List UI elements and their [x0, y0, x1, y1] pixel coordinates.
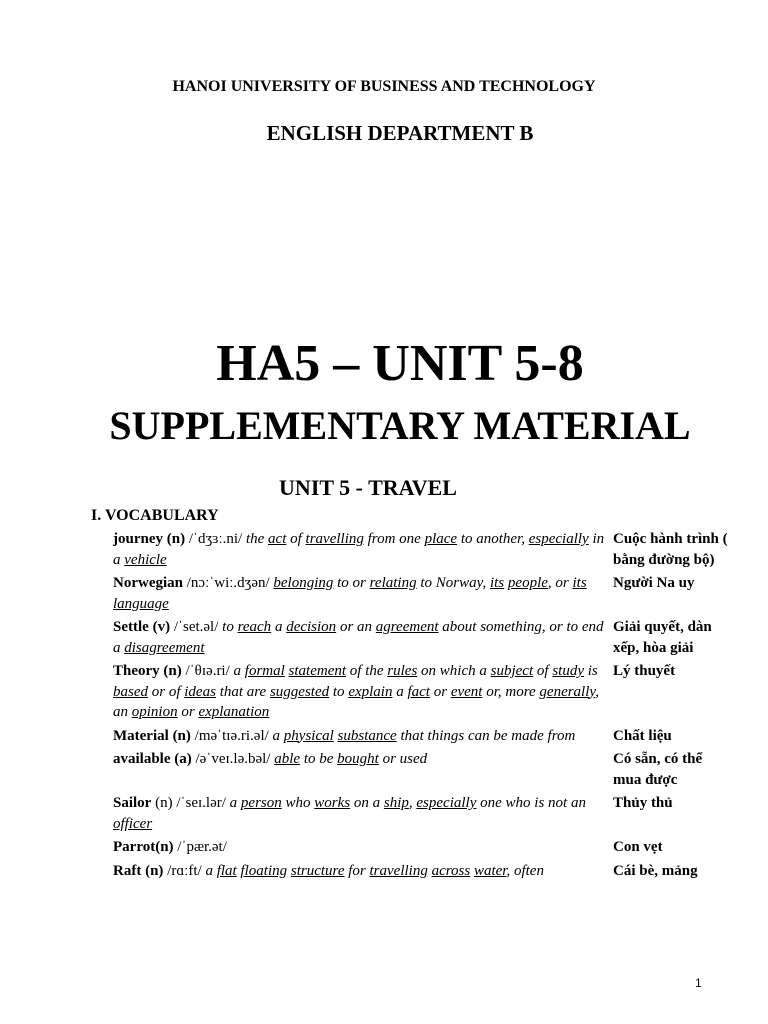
vocab-part-of-speech: (v): [148, 619, 171, 635]
underlined-word: ideas: [184, 683, 216, 700]
underlined-word: especially: [528, 531, 589, 547]
meaning-text: , or: [547, 575, 573, 591]
meaning-text: or used: [378, 751, 428, 767]
vocab-translation: Lý thuyết: [613, 663, 676, 679]
underlined-word: formal: [244, 663, 285, 679]
vocab-entry: [113, 573, 733, 614]
vocab-word: journey: [113, 531, 163, 547]
vocab-part-of-speech: (n): [151, 795, 173, 811]
vocab-definition: [113, 726, 613, 747]
vocab-translation: Giải quyết, dàn xếp, hòa giải: [613, 619, 712, 656]
meaning-text: or an: [336, 619, 376, 635]
vocab-entry: [113, 726, 733, 747]
meaning-text: ,: [408, 795, 417, 811]
underlined-word: substance: [337, 727, 397, 744]
vocab-entry: [113, 793, 733, 834]
underlined-word: act: [268, 531, 287, 547]
vocab-pronunciation: /əˈveɪ.lə.bəl/: [191, 751, 275, 767]
vocab-definition: [113, 793, 613, 834]
underlined-word: opinion: [131, 704, 178, 720]
underlined-word: study: [552, 663, 584, 679]
meaning-text: on a: [350, 795, 384, 811]
vocab-entry: [113, 861, 733, 882]
vocab-meaning: [205, 863, 544, 879]
vocab-entry: [113, 529, 733, 570]
vocab-part-of-speech: (n): [159, 663, 182, 679]
vocab-pronunciation: /ˈseɪ.lər/: [172, 795, 230, 811]
meaning-text: or: [429, 683, 451, 700]
underlined-word: works: [314, 795, 351, 811]
meaning-text: a: [205, 862, 217, 879]
section-heading: I. VOCABULARY: [91, 507, 219, 524]
underlined-word: people: [507, 575, 548, 591]
underlined-word: disagreement: [124, 639, 205, 656]
vocab-meaning: [273, 728, 576, 744]
meaning-text: to Norway,: [416, 575, 490, 591]
meaning-text: that things can be made from: [396, 727, 576, 744]
vocab-translation: Chất liệu: [613, 727, 672, 744]
underlined-word: language: [113, 595, 169, 612]
meaning-text: or of: [148, 683, 185, 700]
university-name: HANOI UNIVERSITY OF BUSINESS AND TECHNOLOGY: [172, 78, 596, 95]
vocab-pronunciation: /rɑːft/: [163, 862, 206, 879]
meaning-text: from one: [363, 531, 425, 547]
subtitle: SUPPLEMENTARY MATERIAL: [109, 403, 691, 448]
vocab-definition: [113, 529, 613, 570]
meaning-text: of: [286, 531, 306, 547]
vocab-translation: Người Na uy: [613, 575, 695, 591]
underlined-word: belonging: [273, 575, 334, 591]
meaning-text: about something, or to end a: [113, 619, 604, 656]
underlined-word: agreement: [375, 619, 439, 635]
underlined-word: statement: [288, 663, 347, 679]
underlined-word: decision: [286, 619, 337, 635]
vocab-translation: Cái bè, mảng: [613, 862, 698, 879]
underlined-word: especially: [416, 795, 477, 811]
meaning-text: or: [177, 704, 199, 720]
underlined-word: relating: [369, 575, 417, 591]
meaning-text: to: [222, 619, 238, 635]
vocabulary-list: [113, 529, 733, 884]
underlined-word: travelling: [305, 531, 364, 547]
vocab-meaning: [274, 751, 427, 767]
underlined-word: subject: [490, 663, 534, 679]
vocab-part-of-speech: (a): [170, 751, 192, 767]
underlined-word: place: [424, 531, 458, 547]
meaning-text: in a: [113, 531, 605, 568]
vocab-translation: Có sẵn, có thể mua được: [613, 751, 703, 788]
meaning-text: for: [344, 862, 370, 879]
meaning-text: the: [245, 531, 269, 547]
vocab-entry: [113, 749, 733, 790]
meaning-text: , an: [113, 683, 599, 720]
underlined-word: ship: [383, 795, 409, 811]
underlined-word: flat: [216, 862, 237, 879]
meaning-text: on which a: [417, 663, 491, 679]
vocab-definition: [113, 573, 613, 614]
vocab-word: Norwegian: [113, 575, 183, 591]
underlined-word: event: [450, 683, 483, 700]
meaning-text: who: [281, 795, 315, 811]
vocab-word: Theory: [113, 663, 160, 679]
vocab-word: Material: [113, 727, 169, 744]
vocab-word: Sailor: [113, 795, 152, 811]
vocab-definition: [113, 661, 613, 723]
main-title: HA5 – UNIT 5-8: [216, 335, 584, 392]
meaning-text: a: [272, 727, 284, 744]
meaning-text: , often: [506, 862, 544, 879]
underlined-word: its: [489, 575, 505, 591]
meaning-text: that are: [215, 683, 270, 700]
underlined-word: across: [431, 862, 471, 879]
underlined-word: floating: [240, 862, 288, 879]
vocab-part-of-speech: (n): [155, 839, 174, 855]
vocab-entry: [113, 661, 733, 723]
vocab-word: Settle: [113, 619, 149, 635]
vocab-definition: [113, 837, 613, 858]
vocab-translation: Cuộc hành trình ( bằng đường bộ): [613, 531, 728, 568]
meaning-text: a: [392, 683, 408, 700]
department-name: ENGLISH DEPARTMENT B: [266, 121, 534, 145]
underlined-word: based: [113, 683, 148, 700]
vocab-definition: [113, 749, 613, 770]
meaning-text: one who is not an: [476, 795, 586, 811]
underlined-word: officer: [113, 815, 153, 832]
meaning-text: to be: [300, 751, 338, 767]
vocab-pronunciation: /ˈdʒɜː.ni/: [185, 531, 246, 547]
vocab-pronunciation: /ˈpær.ət/: [173, 839, 227, 855]
meaning-text: of the: [346, 663, 388, 679]
vocab-pronunciation: /məˈtɪə.ri.əl/: [190, 727, 273, 744]
underlined-word: vehicle: [124, 551, 167, 568]
meaning-text: of: [533, 663, 553, 679]
vocab-pronunciation: /ˈset.əl/: [170, 619, 223, 635]
underlined-word: travelling: [369, 862, 428, 879]
meaning-text: to: [329, 683, 349, 700]
underlined-word: person: [240, 795, 282, 811]
vocab-translation: Con vẹt: [613, 839, 663, 855]
underlined-word: suggested: [269, 683, 330, 700]
vocab-word: Parrot: [113, 839, 156, 855]
meaning-text: to or: [333, 575, 370, 591]
vocab-word: Raft: [113, 862, 142, 879]
underlined-word: physical: [283, 727, 334, 744]
underlined-word: water: [473, 862, 507, 879]
underlined-word: able: [274, 751, 301, 767]
vocab-pronunciation: /nɔːˈwiː.dʒən/: [183, 575, 274, 591]
underlined-word: bought: [337, 751, 379, 767]
meaning-text: to another,: [457, 531, 529, 547]
underlined-word: reach: [237, 619, 272, 635]
meaning-text: or, more: [482, 683, 540, 700]
underlined-word: explanation: [198, 704, 270, 720]
vocab-part-of-speech: (n): [141, 862, 164, 879]
underlined-word: rules: [387, 663, 418, 679]
underlined-word: its: [572, 575, 587, 591]
vocab-entry: [113, 617, 733, 658]
unit-title: UNIT 5 - TRAVEL: [279, 475, 457, 500]
meaning-text: a: [229, 795, 241, 811]
underlined-word: generally: [539, 683, 596, 700]
vocab-definition: [113, 861, 613, 882]
meaning-text: is: [583, 663, 598, 679]
vocab-translation: Thủy thủ: [613, 795, 673, 811]
page-number: 1: [695, 976, 702, 990]
meaning-text: a: [271, 619, 287, 635]
vocab-word: available: [113, 751, 171, 767]
underlined-word: structure: [290, 862, 345, 879]
vocab-pronunciation: /ˈθɪə.ri/: [181, 663, 234, 679]
underlined-word: fact: [407, 683, 430, 700]
vocab-entry: [113, 837, 733, 858]
meaning-text: a: [233, 663, 245, 679]
vocab-part-of-speech: (n): [163, 531, 186, 547]
underlined-word: explain: [348, 683, 393, 700]
vocab-definition: [113, 617, 613, 658]
vocab-part-of-speech: (n): [168, 727, 191, 744]
